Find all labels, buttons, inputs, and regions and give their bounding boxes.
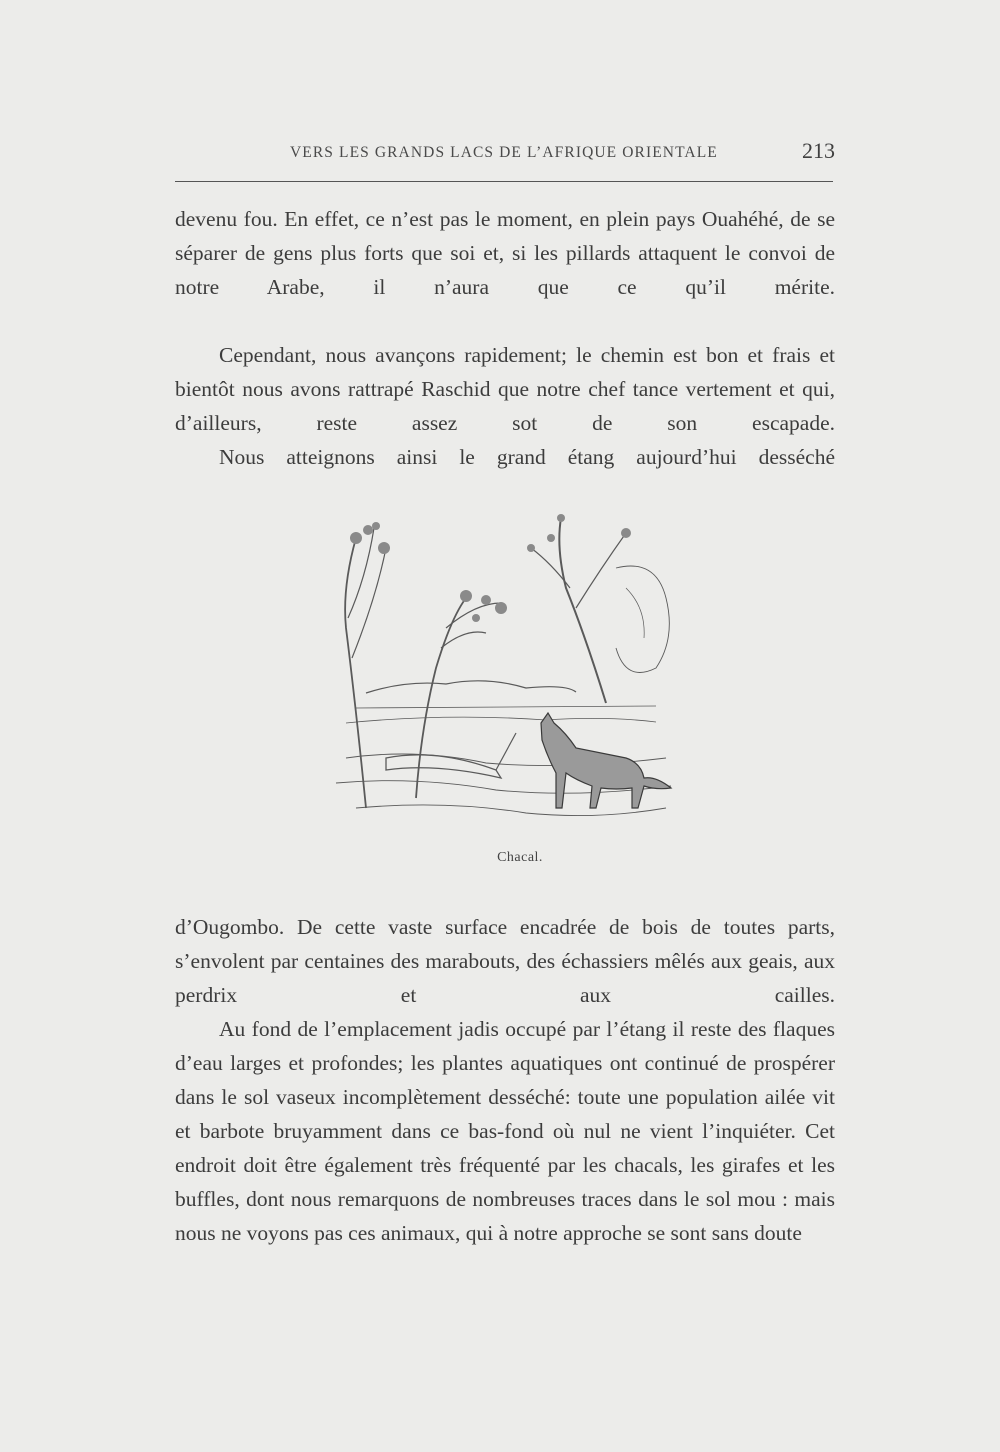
paragraph-1: devenu fou. En effet, ce n’est pas le moment, en plein pays Ouahéhé, de se séparer de gens plus forts que soi et, si les pillards attaquent le convoi de notre Arabe, il n’aura que ce qu’il mérite. — [175, 207, 835, 299]
paragraph-2: Cependant, nous avançons rapidement; le chemin est bon et frais et bientôt nous avons rattrapé Raschid que notre chef tance vertement et qui, d’ailleurs, reste assez sot de son escapade. — [175, 343, 835, 435]
paragraph-4: d’Ougombo. De cette vaste surface encadrée de bois de toutes parts, s’envolent par centaines des marabouts, des échassiers mêlés aux geais, aux perdrix et aux cailles. — [175, 915, 835, 1007]
jackal-engraving — [326, 508, 686, 830]
paragraph-5: Au fond de l’emplacement jadis occupé par l’étang il reste des flaques d’eau larges et profondes; les plantes aquatiques ont continué de prospérer dans le sol vaseux incomplètement desséché: toute une population ailée vit et barbote bruyamment dans ce bas-fond où nul ne vient l’inquiéter. Cet endroit doit être également très fréquenté par les chacals, les girafes et les buffles, dont nous remarquons de nombreuses traces dans le sol mou : mais nous ne voyons pas ces animaux, qui à notre approche se sont sans doute — [175, 1017, 835, 1245]
header-rule — [175, 181, 833, 182]
running-title: VERS LES GRANDS LACS DE L’AFRIQUE ORIENTALE — [290, 144, 718, 161]
jackal-illustration — [326, 508, 686, 830]
running-header — [175, 138, 835, 168]
paragraph-3: Nous atteignons ainsi le grand étang aujourd’hui desséché — [219, 445, 835, 469]
figure-caption: Chacal. — [497, 850, 543, 865]
page-number: 213 — [802, 138, 835, 163]
